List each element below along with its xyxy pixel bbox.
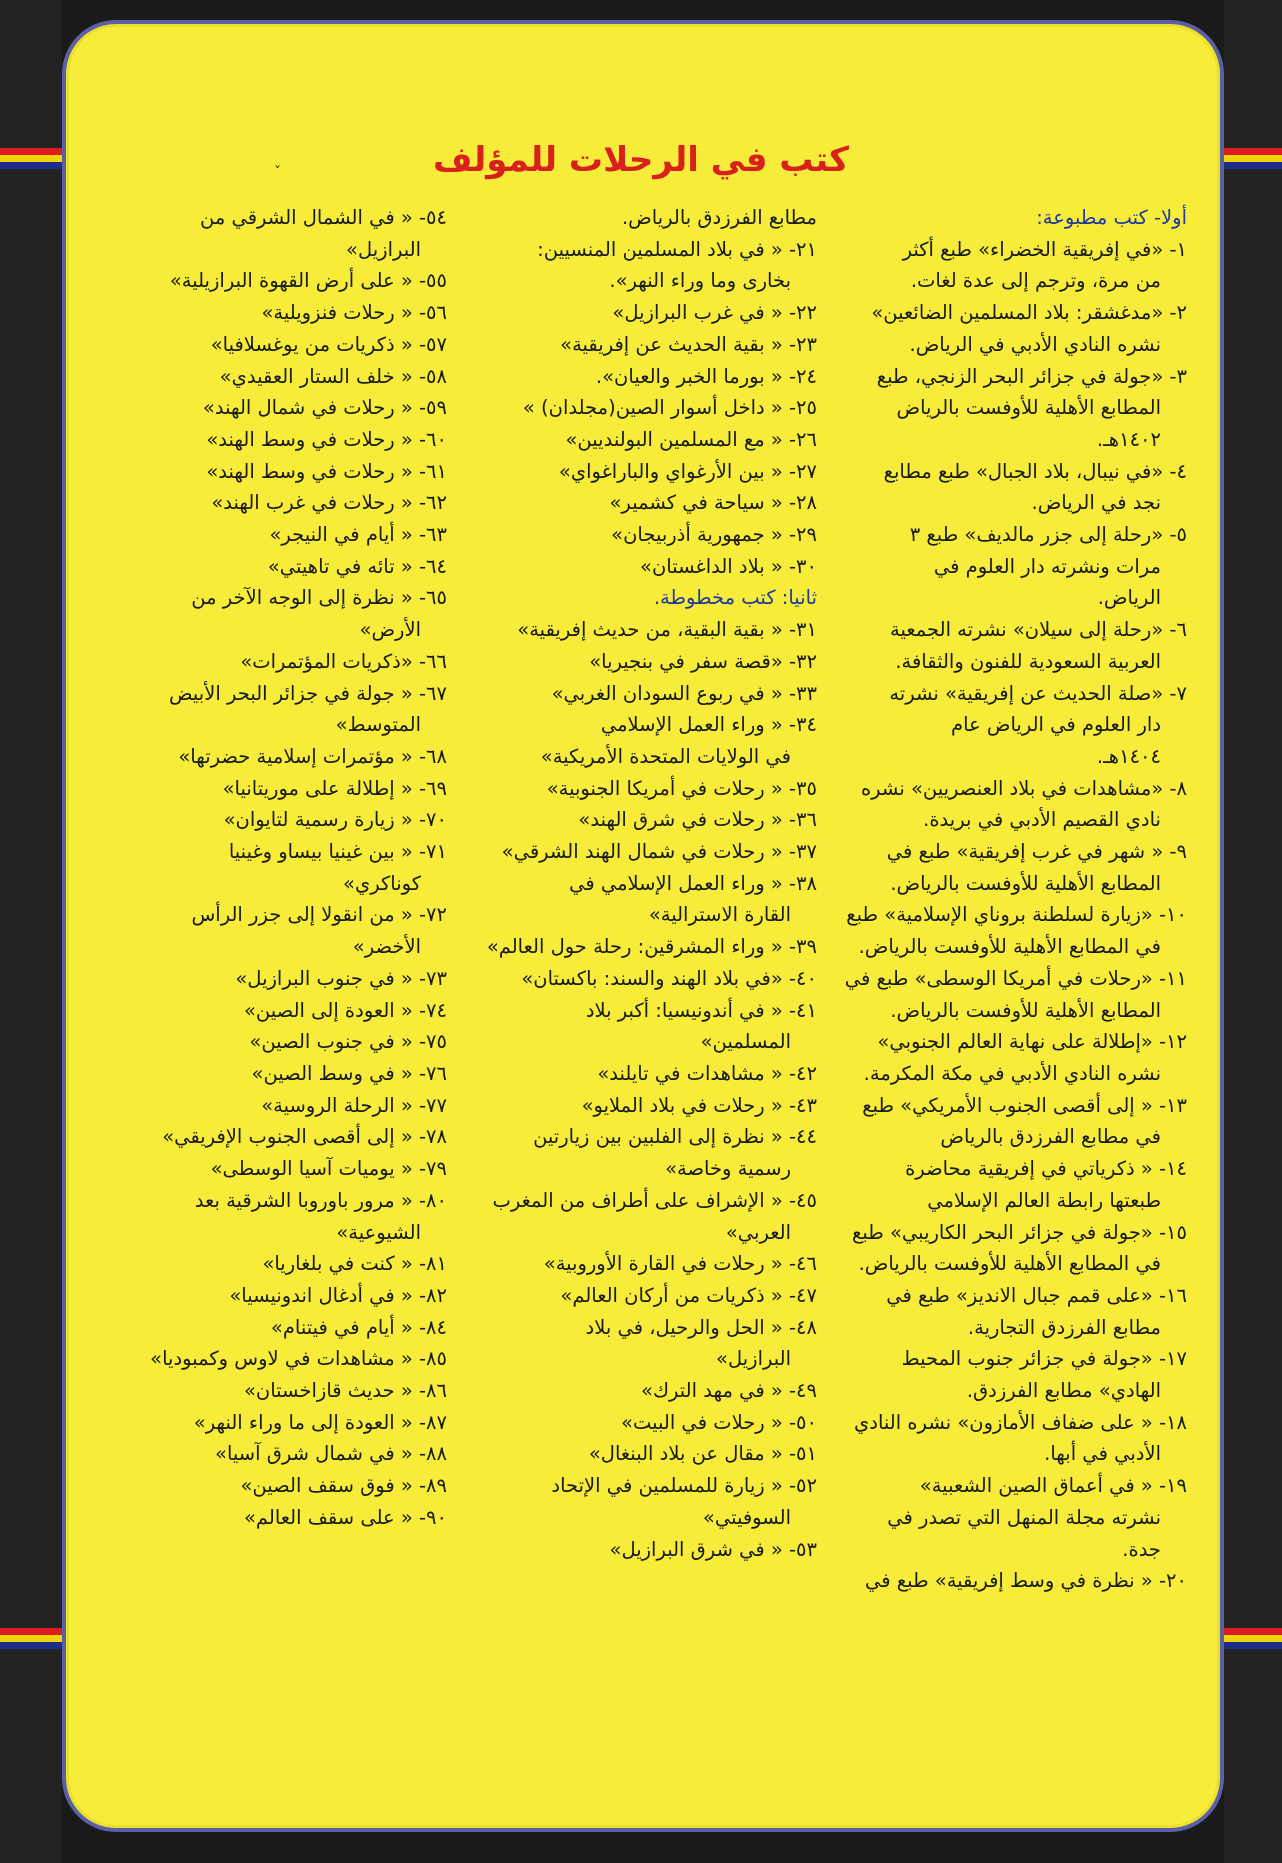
book-entry-line: ٣٥- « رحلات في أمريكا الجنوبية» <box>546 776 817 800</box>
section-heading: ثانيا: كتب مخطوطة. <box>653 586 817 610</box>
book-entry-line: في المطابع الأهلية للأوفست بالرياض. <box>858 1252 1161 1276</box>
book-entry-line: ٤٢- « مشاهدات في تايلند» <box>597 1061 817 1085</box>
book-entry-line: مطابع الفرزدق بالرياض. <box>621 206 817 229</box>
book-entry-line: ٩- « شهر في غرب إفريقية» طبع في <box>886 840 1187 864</box>
book-entry-line: ٣٣- « في ربوع السودان الغربي» <box>551 681 817 705</box>
book-entry-line: ٨٨- « في شمال شرق آسيا» <box>215 1442 447 1466</box>
book-entry-line: ٤٥- « الإشراف على أطراف من المغرب <box>492 1188 817 1212</box>
left-margin <box>0 0 62 1863</box>
book-entry-line: ٢- «مدغشقر: بلاد المسلمين الضائعين» <box>871 301 1187 325</box>
book-entry-line: ٦٢- « رحلات في غرب الهند» <box>211 491 447 515</box>
book-entry-line: نشره النادي الأدبي في مكة المكرمة. <box>863 1061 1161 1085</box>
book-entry-line: ٧٥- « في جنوب الصين» <box>249 1030 447 1054</box>
book-entry-line: ٤٩- « في مهد الترك» <box>641 1379 817 1403</box>
book-entry-line: نشرته مجلة المنهل التي تصدر في <box>887 1505 1161 1529</box>
book-entry-line: ٥١- « مقال عن بلاد البنغال» <box>588 1442 817 1466</box>
book-entry-line: جدة. <box>1122 1537 1161 1561</box>
book-entry-line: ٨٥- « مشاهدات في لاوس وكمبوديا» <box>150 1347 447 1371</box>
book-entry-line: في مطابع الفرزدق بالرياض <box>940 1125 1161 1149</box>
book-entry-line: ٢٧- « بين الأرغواي والباراغواي» <box>558 459 817 483</box>
book-entry-line: ٨٩- « فوق سقف الصين» <box>240 1474 447 1498</box>
book-entry-line: ٦٣- « أيام في النيجر» <box>269 523 447 547</box>
book-entry-line: ٥٣- « في شرق البرازيل» <box>609 1537 817 1561</box>
book-entry-line: ٢٨- « سياحة في كشمير» <box>609 491 817 515</box>
book-entry-line: ٨٢- « في أدغال اندونيسيا» <box>229 1283 447 1307</box>
book-entry-line: ٧٣- « في جنوب البرازيل» <box>235 966 447 990</box>
book-entry-line: ٥٧- « ذكريات من يوغسلافيا» <box>210 332 447 356</box>
book-entry-line: ٦١- « رحلات في وسط الهند» <box>206 459 447 483</box>
book-entry-line: ٣٩- « وراء المشرقين: رحلة حول العالم» <box>486 935 817 959</box>
books-list <box>92 202 1187 1822</box>
book-entry-line: في المطابع الأهلية للأوفست بالرياض. <box>858 935 1161 959</box>
book-entry-line: ٧١- « بين غينيا بيساو وغينيا <box>228 840 447 864</box>
book-entry-line: ٢٠- « نظرة في وسط إفريقية» طبع في <box>865 1569 1187 1593</box>
book-entry-line: ٢٦- « مع المسلمين البولنديين» <box>565 427 817 451</box>
book-entry-line: الهادي» مطابع الفرزدق. <box>966 1379 1161 1403</box>
book-entry-line: ٥- «رحلة إلى جزر مالديف» طبع ٣ <box>909 523 1187 547</box>
column-left <box>92 202 447 1822</box>
book-entry-line: العربية السعودية للفنون والثقافة. <box>895 649 1161 673</box>
book-entry-line: طبعتها رابطة العالم الإسلامي <box>927 1188 1161 1212</box>
book-entry-line: بخارى وما وراء النهر». <box>609 269 791 293</box>
book-entry-line: ٥٦- « رحلات فنزويلية» <box>261 301 447 325</box>
book-entry-line: ٢٤- « بورما الخبر والعيان». <box>595 364 817 388</box>
book-entry-line: المطابع الأهلية للأوفست بالرياض <box>896 396 1161 420</box>
book-entry-line: ١٤٠٢هـ. <box>1096 427 1161 451</box>
book-entry-line: ٦٩- « إطلالة على موريتانيا» <box>222 776 447 800</box>
book-entry-line: ٤١- « في أندونيسيا: أكبر بلاد <box>585 998 817 1022</box>
book-entry-line: دار العلوم في الرياض عام <box>951 713 1161 737</box>
book-entry-line: ٨٧- « العودة إلى ما وراء النهر» <box>193 1410 447 1434</box>
book-entry-line: ٧- «صلة الحديث عن إفريقية» نشرته <box>889 681 1187 705</box>
book-entry-line: ٦- «رحلة إلى سيلان» نشرته الجمعية <box>890 618 1187 642</box>
book-entry-line: العربي» <box>725 1220 791 1244</box>
book-entry-line: من مرة، وترجم إلى عدة لغات. <box>910 269 1161 293</box>
book-entry-line: ٥٠- « رحلات في البيت» <box>621 1410 817 1434</box>
book-entry-line: ٦٨- « مؤتمرات إسلامية حضرتها» <box>178 744 447 768</box>
book-entry-line: البرازيل» <box>346 237 421 261</box>
book-entry-line: القارة الاسترالية» <box>648 903 791 927</box>
book-entry-line: الأرض» <box>359 618 421 642</box>
book-entry-line: ٦٦- «ذكريات المؤتمرات» <box>240 649 447 673</box>
book-entry-line: ٦٤- « تائه في تاهيتي» <box>267 554 447 578</box>
book-entry-line: البرازيل» <box>716 1347 791 1371</box>
book-entry-line: ١٤- « ذكرياتي في إفريقية محاضرة <box>905 1157 1187 1181</box>
book-entry-line: ٣١- « بقية البقية، من حديث إفريقية» <box>517 618 817 642</box>
book-entry-line: ٨٠- « مرور باوروبا الشرقية بعد <box>194 1188 447 1212</box>
book-entry-line: السوفيتي» <box>702 1505 791 1529</box>
book-entry-line: الرياض. <box>1097 586 1161 610</box>
book-entry-line: ٣٢- «قصة سفر في بنجيريا» <box>589 649 817 673</box>
book-entry-line: المتوسط» <box>335 713 421 737</box>
book-entry-line: ١٦- «على قمم جبال الانديز» طبع في <box>886 1283 1187 1307</box>
book-entry-line: ٤٨- « الحل والرحيل، في بلاد <box>585 1315 817 1339</box>
decorative-mark: ˇ <box>274 165 281 181</box>
book-entry-line: ٤٤- « نظرة إلى الفلبين بين زيارتين <box>533 1125 817 1149</box>
book-entry-line: ٧٠- « زيارة رسمية لتايوان» <box>223 808 447 832</box>
book-entry-line: ٦٥- « نظرة إلى الوجه الآخر من <box>191 586 447 610</box>
book-entry-line: ٢٢- « في غرب البرازيل» <box>612 301 817 325</box>
book-entry-line: ٣٧- « رحلات في شمال الهند الشرقي» <box>501 840 817 864</box>
book-entry-line: مرات ونشرته دار العلوم في <box>933 554 1161 578</box>
book-entry-line: ٤٣- « رحلات في بلاد الملايو» <box>581 1093 817 1117</box>
column-right <box>832 202 1187 1822</box>
book-entry-line: ١٣- « إلى أقصى الجنوب الأمريكي» طبع <box>862 1093 1187 1117</box>
book-entry-line: ٧٩- « يوميات آسيا الوسطى» <box>210 1157 447 1181</box>
book-entry-line: الأدبي في أبها. <box>1044 1442 1161 1466</box>
book-entry-line: ١- «في إفريقية الخضراء» طبع أكثر <box>902 237 1187 261</box>
book-entry-line: المسلمين» <box>700 1030 791 1054</box>
book-entry-line: ٤- «في نيبال، بلاد الجبال» طبع مطابع <box>883 459 1187 483</box>
book-entry-line: ١٢- «إطلالة على نهاية العالم الجنوبي» <box>877 1030 1187 1054</box>
section-heading: أولا- كتب مطبوعة: <box>1036 206 1187 229</box>
book-entry-line: ٥٥- « على أرض القهوة البرازيلية» <box>169 269 447 293</box>
book-entry-line: ١٧- «جولة في جزائر جنوب المحيط <box>901 1347 1187 1371</box>
book-entry-line: ٧٧- « الرحلة الروسية» <box>261 1093 447 1117</box>
book-entry-line: ٣٦- « رحلات في شرق الهند» <box>578 808 817 832</box>
page-title: كتب في الرحلات للمؤلف <box>433 140 849 180</box>
book-entry-line: ٢٩- « جمهورية أذربيجان» <box>611 523 817 547</box>
book-entry-line: ٥٤- « في الشمال الشرقي من <box>199 206 447 229</box>
book-entry-line: ٧٤- « العودة إلى الصين» <box>244 998 447 1022</box>
book-entry-line: نشره النادي الأدبي في الرياض. <box>909 332 1161 356</box>
book-entry-line: ٨- «مشاهدات في بلاد العنصريين» نشره <box>860 776 1187 800</box>
book-entry-line: ٥٢- « زيارة للمسلمين في الإتحاد <box>551 1474 817 1498</box>
book-entry-line: ١٩- « في أعماق الصين الشعبية» <box>919 1474 1187 1498</box>
book-entry-line: ٧٨- « إلى أقصى الجنوب الإفريقي» <box>162 1125 447 1149</box>
book-entry-line: ٤٧- « ذكريات من أركان العالم» <box>560 1283 817 1307</box>
book-entry-line: ٢٥- « داخل أسوار الصين(مجلدان) » <box>522 396 817 420</box>
book-entry-line: ٦٠- « رحلات في وسط الهند» <box>206 427 447 451</box>
book-entry-line: ١٥- «جولة في جزائر البحر الكاريبي» طبع <box>852 1220 1187 1244</box>
book-entry-line: ٤٦- « رحلات في القارة الأوروبية» <box>543 1252 817 1276</box>
book-entry-line: ١٤٠٤هـ. <box>1096 744 1161 768</box>
column-middle <box>462 202 817 1822</box>
book-entry-line: في الولايات المتحدة الأمريكية» <box>540 744 791 768</box>
book-entry-line: ١١- «رحلات في أمريكا الوسطى» طبع في <box>844 966 1187 990</box>
book-entry-line: كوناكري» <box>343 871 421 895</box>
book-entry-line: ٨١- « كنت في بلغاريا» <box>262 1252 447 1276</box>
book-entry-line: ٣٠- « بلاد الداغستان» <box>640 554 817 578</box>
book-entry-line: الأخضر» <box>352 935 421 959</box>
book-entry-line: ٥٨- « خلف الستار العقيدي» <box>219 364 447 388</box>
book-entry-line: ٢١- « في بلاد المسلمين المنسيين: <box>537 237 817 261</box>
book-entry-line: ١٨- « على ضفاف الأمازون» نشره النادي <box>854 1410 1187 1434</box>
book-entry-line: ٨٦- « حديث قازاخستان» <box>243 1379 447 1403</box>
book-entry-line: ٣٤- « وراء العمل الإسلامي <box>600 713 817 737</box>
book-entry-line: نجد في الرياض. <box>1031 491 1161 515</box>
book-entry-line: مطابع الفرزدق التجارية. <box>967 1315 1161 1339</box>
book-entry-line: ٨٤- « أيام في فيتنام» <box>270 1315 447 1339</box>
book-entry-line: ٧٦- « في وسط الصين» <box>251 1061 447 1085</box>
book-entry-line: ٥٩- « رحلات في شمال الهند» <box>202 396 447 420</box>
book-entry-line: ٢٣- « بقية الحديث عن إفريقية» <box>560 332 817 356</box>
book-entry-line: نادي القصيم الأدبي في بريدة. <box>923 808 1161 832</box>
book-entry-line: ٣٨- « وراء العمل الإسلامي في <box>569 871 817 895</box>
book-entry-line: ٦٧- « جولة في جزائر البحر الأبيض <box>169 681 447 705</box>
book-entry-line: ٤٠- «في بلاد الهند والسند: باكستان» <box>521 966 817 990</box>
book-entry-line: ٧٢- « من انقولا إلى جزر الرأس <box>191 903 447 927</box>
book-entry-line: رسمية وخاصة» <box>665 1157 791 1181</box>
book-entry-line: المطابع الأهلية للأوفست بالرياض. <box>890 998 1161 1022</box>
right-margin <box>1224 0 1282 1863</box>
book-entry-line: ٣- «جولة في جزائر البحر الزنجي، طبع <box>876 364 1187 388</box>
book-entry-line: المطابع الأهلية للأوفست بالرياض. <box>890 871 1161 895</box>
book-entry-line: الشيوعية» <box>336 1220 421 1244</box>
book-entry-line: ٩٠- « على سقف العالم» <box>243 1505 447 1529</box>
book-entry-line: ١٠- «زيارة لسلطنة بروناي الإسلامية» طبع <box>846 903 1187 927</box>
